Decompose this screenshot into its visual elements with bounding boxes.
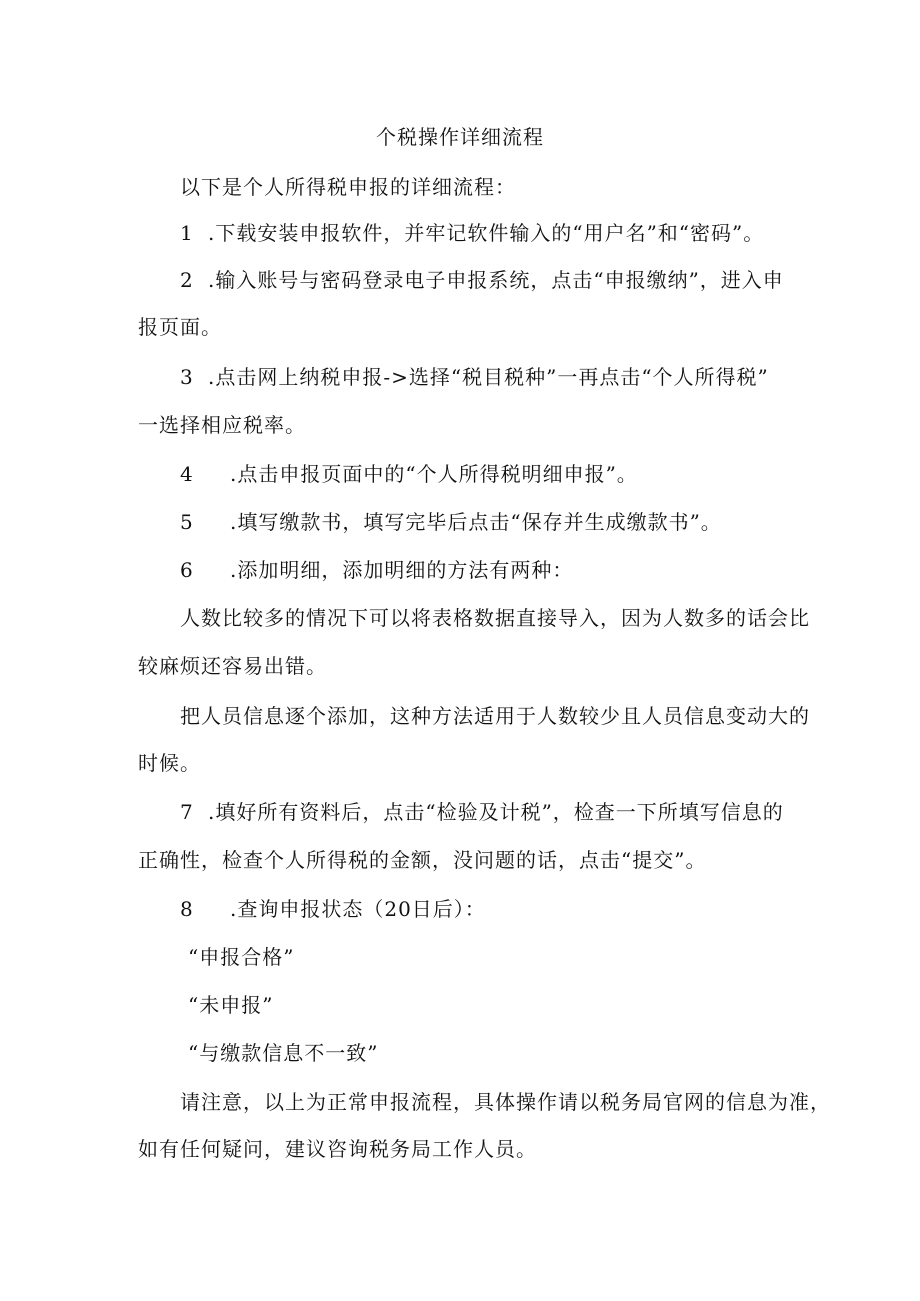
step-text: .点击申报页面中的“个人所得税明细申报”。 [230,462,638,486]
step-number: 4 [180,462,194,486]
step-2-continuation: 报页面。 [138,315,222,339]
step-6 [180,555,573,585]
document-title: 个税操作详细流程 [376,125,544,149]
step-text: .点击网上纳税申报->选择“税目税种”一再点击“个人所得税” [208,365,769,389]
method-2-line-2: 时候。 [138,751,201,775]
intro-paragraph: 以下是个人所得税申报的详细流程： [180,175,516,199]
step-number: 5 [180,510,194,534]
method-1-line-1: 人数比较多的情况下可以将表格数据直接导入，因为人数多的话会比 [180,606,810,630]
step-8 [180,894,486,924]
step-text: .输入账号与密码登录电子申报系统，点击“申报缴纳”，进入申 [208,268,784,292]
step-number: 7 [180,800,194,824]
note-line-1: 请注意，以上为正常申报流程，具体操作请以税务局官网的信息为准， [180,1090,831,1114]
step-number: 6 [180,558,194,582]
method-1-line-2: 较麻烦还容易出错。 [138,654,327,678]
step-7-continuation: 正确性，检查个人所得税的金额，没问题的话，点击“提交”。 [138,848,707,872]
step-7 [180,797,784,827]
status-item: “申报合格” [188,945,295,969]
step-number: 3 [180,365,194,389]
step-text: .填好所有资料后，点击“检验及计税”，检查一下所填写信息的 [208,800,784,824]
status-item: “未申报” [188,993,274,1017]
step-text: .添加明细，添加明细的方法有两种： [230,558,574,582]
step-3 [180,362,769,392]
step-number: 2 [180,268,194,292]
note-line-2: 如有任何疑问，建议咨询税务局工作人员。 [138,1137,537,1161]
step-text: .填写缴款书，填写完毕后点击“保存并生成缴款书”。 [230,510,722,534]
step-5 [180,507,722,537]
method-2-line-1: 把人员信息逐个添加，这种方法适用于人数较少且人员信息变动大的 [180,704,810,728]
step-text: .下载安装申报软件，并牢记软件输入的“用户名”和“密码”。 [208,221,765,245]
status-item: “与缴款信息不一致” [188,1041,379,1065]
step-1 [180,218,764,248]
step-text: .查询申报状态（20日后）： [230,897,486,921]
step-3-continuation: 一选择相应税率。 [138,413,306,437]
step-number: 1 [180,221,194,245]
step-2 [180,265,784,295]
step-number: 8 [180,897,194,921]
step-4 [180,459,638,489]
